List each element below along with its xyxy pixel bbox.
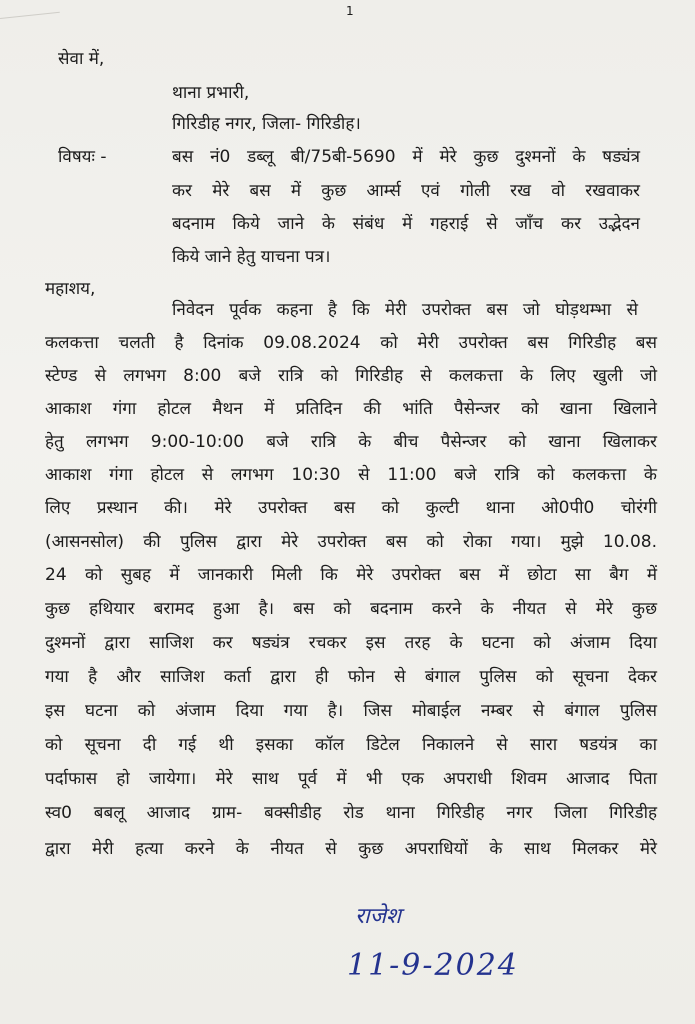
body-line: आकाश गंगा होटल से लगभग 10:30 से 11:00 बजे रात्रि को कलकत्ता के bbox=[45, 465, 657, 485]
greeting: महाशय, bbox=[45, 279, 96, 299]
body-line: पर्दाफास हो जायेगा। मेरे साथ पूर्व में भी एक अपराधी शिवम आजाद पिता bbox=[45, 769, 657, 789]
subject-line: बदनाम किये जाने के संबंध में गहराई से जाँच कर उद्भेदन bbox=[172, 214, 640, 234]
subject-label: विषयः - bbox=[58, 147, 107, 167]
body-line: 24 को सुबह में जानकारी मिली कि मेरे उपरोक्त बस में छोटा सा बैग में bbox=[45, 565, 657, 585]
body-line: लिए प्रस्थान की। मेरे उपरोक्त बस को कुल्टी थाना ओ0पी0 चोरंगी bbox=[45, 498, 657, 518]
body-line: स्व0 बबलू आजाद ग्राम- बक्सीडीह रोड थाना गिरिडीह नगर जिला गिरिडीह bbox=[45, 803, 657, 823]
recipient-title: थाना प्रभारी, bbox=[172, 83, 250, 103]
salutation-to: सेवा में, bbox=[58, 49, 105, 69]
body-line: इस घटना को अंजाम दिया गया है। जिस मोबाईल नम्बर से बंगाल पुलिस bbox=[45, 701, 657, 721]
body-line: हेतु लगभग 9:00-10:00 बजे रात्रि के बीच पैसेन्जर को खाना खिलाकर bbox=[45, 432, 657, 452]
body-line: को सूचना दी गई थी इसका कॉल डिटेल निकालने से सारा षडयंत्र का bbox=[45, 735, 657, 755]
body-line: (आसनसोल) की पुलिस द्वारा मेरे उपरोक्त बस को रोका गया। मुझे 10.08. bbox=[45, 532, 657, 552]
body-line: आकाश गंगा होटल मैथन में प्रतिदिन की भांति पैसेन्जर को खाना खिलाने bbox=[45, 399, 657, 419]
body-line: कलकत्ता चलती है दिनांक 09.08.2024 को मेरी उपरोक्त बस गिरिडीह बस bbox=[45, 333, 657, 353]
body-line: निवेदन पूर्वक कहना है कि मेरी उपरोक्त बस जो घोड़थम्भा से bbox=[172, 300, 638, 320]
body-line: दुश्मनों द्वारा साजिश कर षड्यंत्र रचकर इस तरह के घटना को अंजाम दिया bbox=[45, 633, 657, 653]
body-line: गया है और साजिश कर्ता द्वारा ही फोन से बंगाल पुलिस को सूचना देकर bbox=[45, 667, 657, 687]
signature-date: 11-9-2024 bbox=[347, 948, 519, 983]
subject-line: कर मेरे बस में कुछ आर्म्स एवं गोली रख वो रखवाकर bbox=[172, 181, 640, 201]
page-number: 1 bbox=[346, 4, 354, 18]
body-line: स्टेण्ड से लगभग 8:00 बजे रात्रि को गिरिडीह से कलकत्ता के लिए खुली जो bbox=[45, 366, 657, 386]
body-line: कुछ हथियार बरामद हुआ है। बस को बदनाम करने के नीयत से मेरे कुछ bbox=[45, 599, 657, 619]
recipient-address: गिरिडीह नगर, जिला- गिरिडीह। bbox=[172, 114, 361, 134]
paper-crease bbox=[0, 12, 61, 33]
body-line: द्वारा मेरी हत्या करने के नीयत से कुछ अपराधियों के साथ मिलकर मेरे bbox=[45, 839, 657, 859]
subject-line: बस नं0 डब्लू बी/75बी-5690 में मेरे कुछ दुश्मनों के षड्यंत्र bbox=[172, 147, 640, 167]
signature: राजेश bbox=[355, 904, 401, 929]
subject-line: किये जाने हेतु याचना पत्र। bbox=[172, 247, 331, 267]
